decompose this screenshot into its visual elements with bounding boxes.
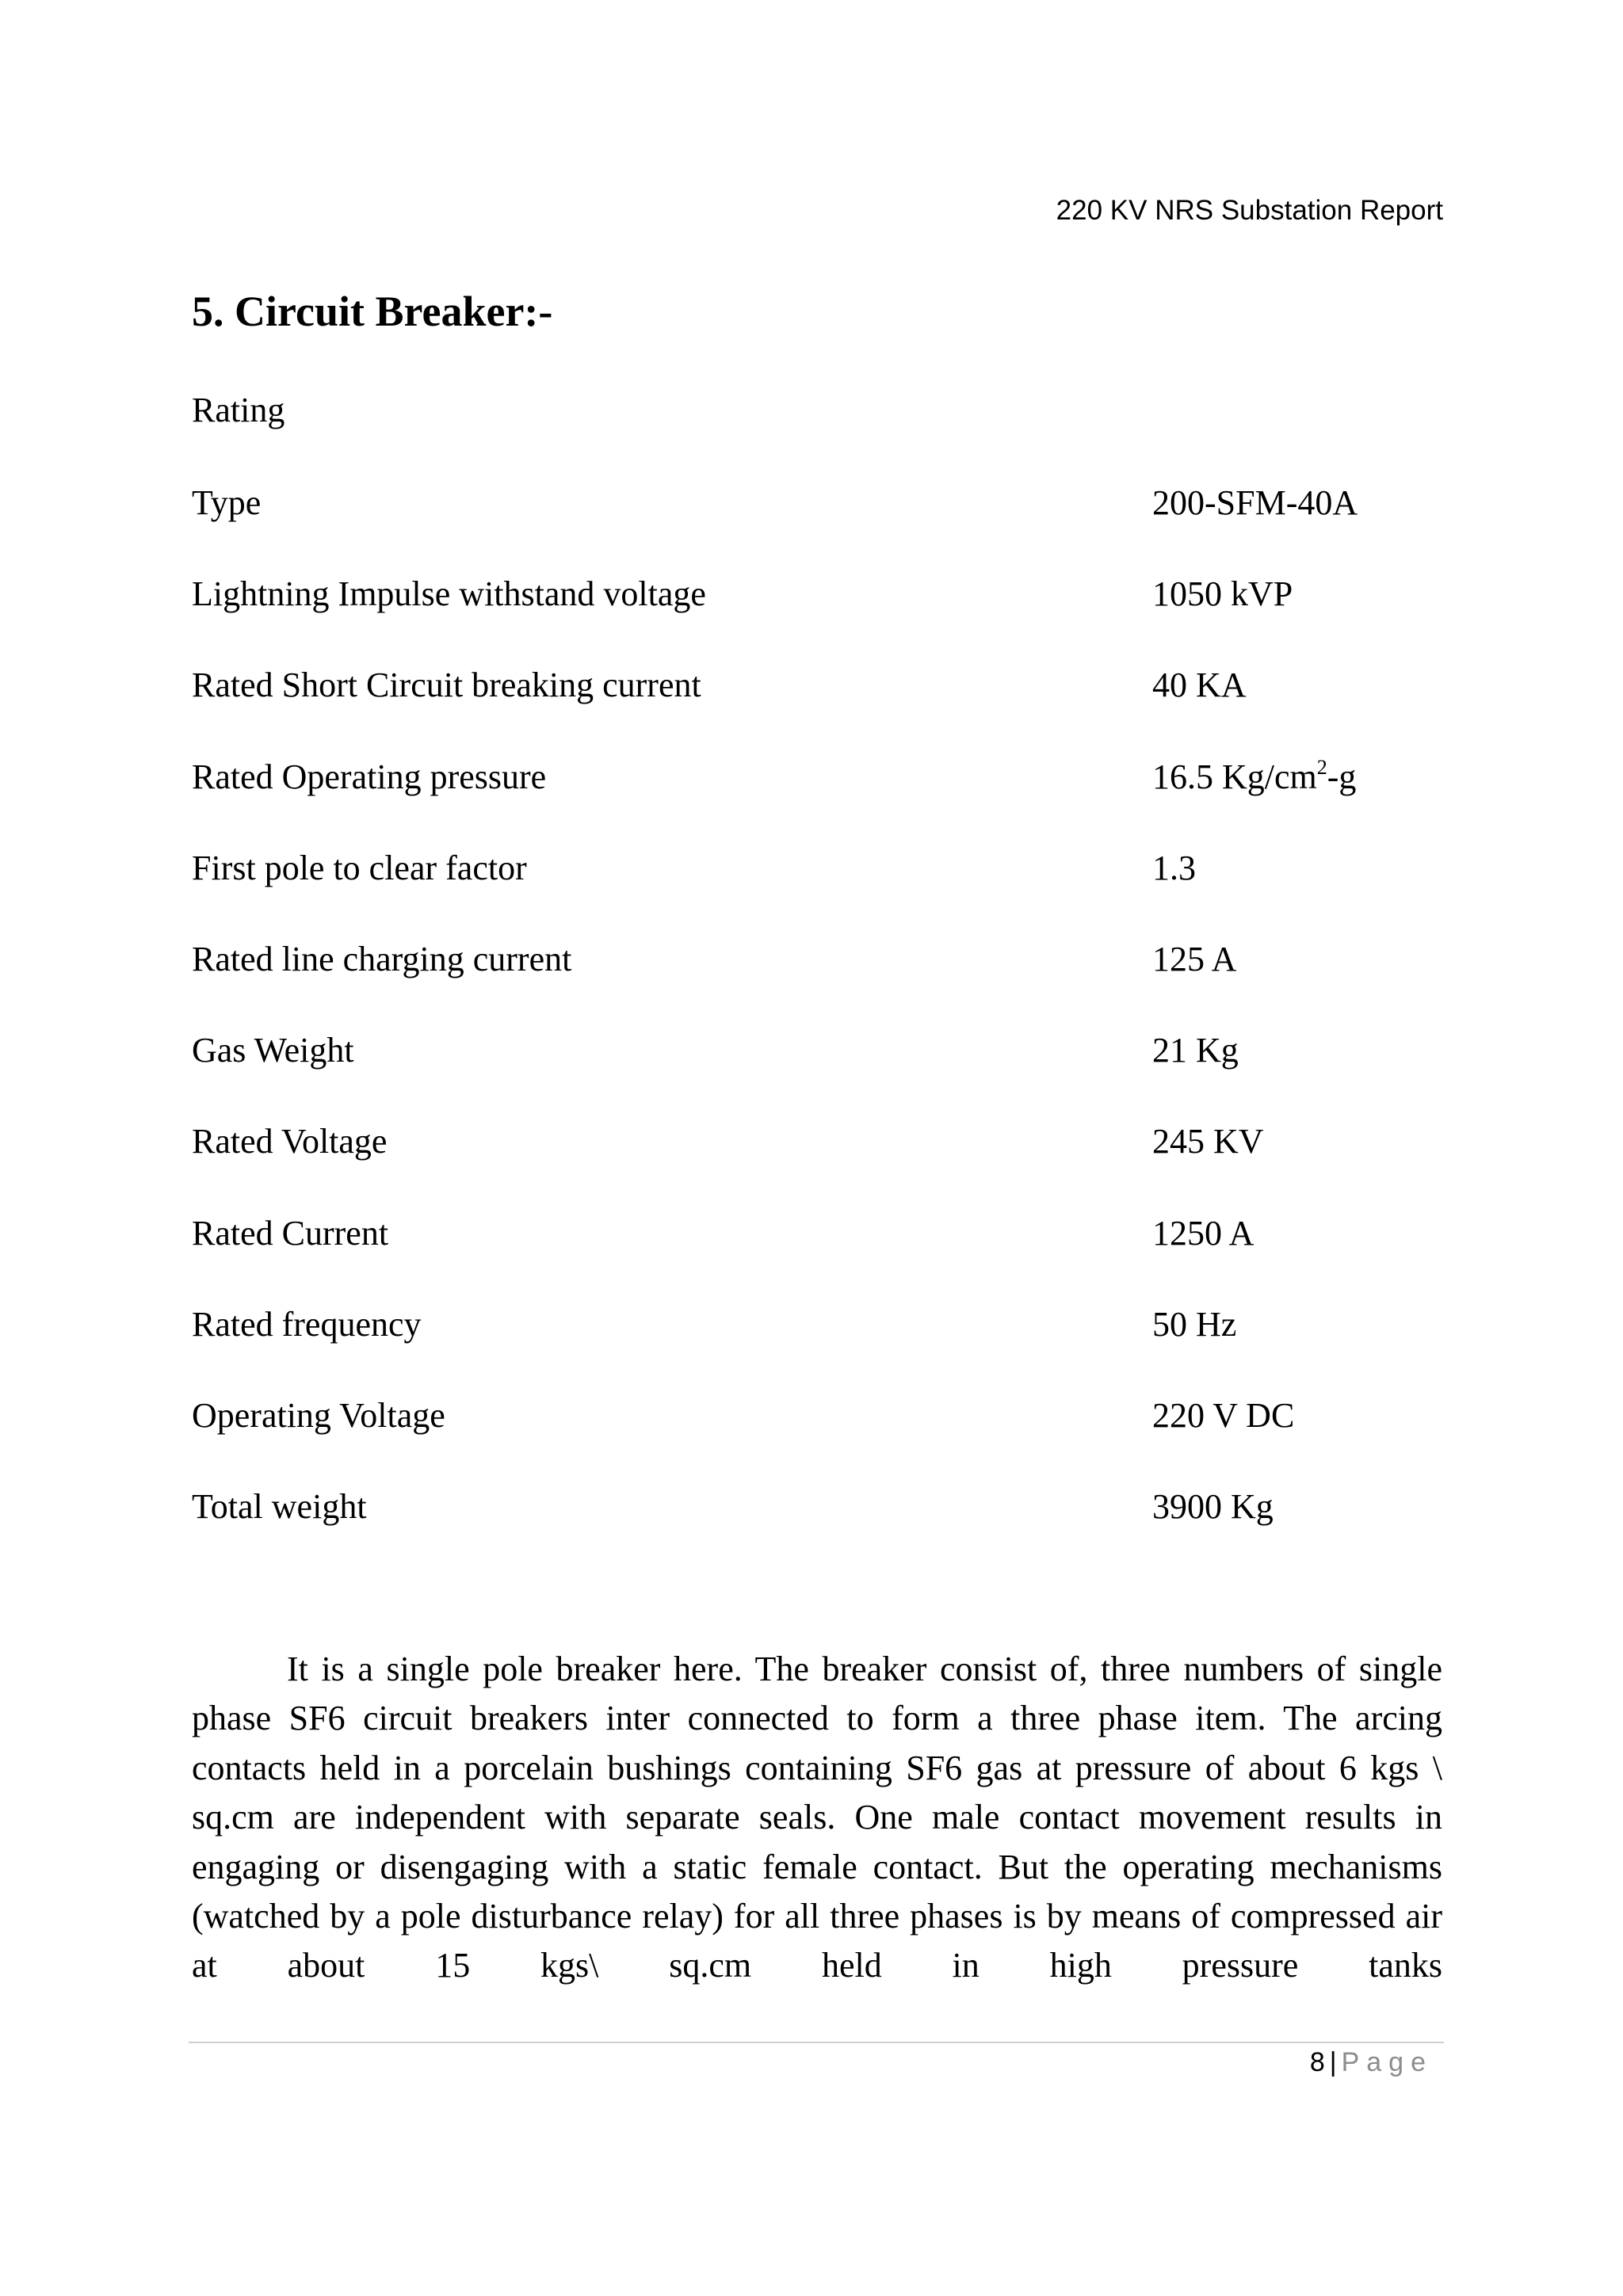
spec-label: Total weight bbox=[192, 1487, 367, 1527]
spec-row-rated-voltage bbox=[192, 1114, 1444, 1205]
spec-value: 1050 kVP bbox=[1152, 574, 1293, 614]
spec-row-gas-weight bbox=[192, 1023, 1444, 1114]
spec-table bbox=[192, 475, 1444, 1570]
spec-row-rated-frequency bbox=[192, 1297, 1444, 1388]
spec-row-line-charging-current bbox=[192, 932, 1444, 1023]
running-header: 220 KV NRS Substation Report bbox=[1056, 195, 1443, 226]
spec-label: Type bbox=[192, 483, 262, 522]
spec-value-superscript: 2 bbox=[1316, 755, 1327, 779]
rating-label: Rating bbox=[192, 391, 285, 429]
spec-value: 220 V DC bbox=[1152, 1395, 1295, 1435]
spec-value: 3900 Kg bbox=[1152, 1487, 1274, 1527]
spec-label: First pole to clear factor bbox=[192, 848, 527, 887]
spec-row-operating-pressure bbox=[192, 749, 1444, 841]
spec-value: 50 Hz bbox=[1152, 1304, 1237, 1344]
spec-value: 21 Kg bbox=[1152, 1031, 1239, 1070]
spec-value-pressure bbox=[1152, 749, 1356, 805]
footer-separator: | bbox=[1329, 2047, 1337, 2077]
spec-value: 1.3 bbox=[1152, 848, 1196, 887]
spec-label: Rated Short Circuit breaking current bbox=[192, 666, 701, 705]
page-number: 8 bbox=[1309, 2047, 1325, 2077]
spec-value: 1250 A bbox=[1152, 1213, 1254, 1253]
spec-label: Gas Weight bbox=[192, 1031, 354, 1070]
spec-row-first-pole-factor bbox=[192, 841, 1444, 932]
spec-value: 200-SFM-40A bbox=[1152, 483, 1358, 522]
section-title: 5. Circuit Breaker:- bbox=[192, 288, 553, 335]
spec-row-operating-voltage bbox=[192, 1388, 1444, 1479]
spec-value-suffix: -g bbox=[1327, 757, 1357, 796]
spec-row-rated-current bbox=[192, 1206, 1444, 1297]
footer-divider bbox=[189, 2042, 1444, 2043]
page-footer bbox=[1310, 2047, 1433, 2078]
spec-label: Rated Current bbox=[192, 1213, 389, 1253]
spec-value-main: 16.5 Kg/cm bbox=[1152, 757, 1317, 796]
spec-row-type bbox=[192, 475, 1444, 566]
spec-value: 125 A bbox=[1152, 939, 1237, 978]
spec-label: Lightning Impulse withstand voltage bbox=[192, 574, 706, 614]
spec-value: 40 KA bbox=[1152, 666, 1247, 705]
spec-label: Rated Operating pressure bbox=[192, 757, 547, 796]
spec-row-lightning-impulse bbox=[192, 566, 1444, 658]
spec-label: Rated line charging current bbox=[192, 939, 572, 978]
spec-row-total-weight bbox=[192, 1479, 1444, 1570]
page-word: Page bbox=[1341, 2047, 1433, 2077]
spec-label: Operating Voltage bbox=[192, 1395, 445, 1435]
spec-row-short-circuit-current bbox=[192, 658, 1444, 749]
body-paragraph: It is a single pole breaker here. The breaker consist of, three numbers of single phase SF6 circuit breakers inter connected to form a three phase item. The arcing contacts held in a porcelain bushings containing SF6 gas at pressure of about 6 kgs \ sq.cm are independent with separate seals. One male contact movement results in engaging or disengaging with a static female contact. But the operating mechanisms (watched by a pole disturbance relay) for all three phases is by means of compressed air at about 15 kgs\ sq.cm held in high pressure tanks bbox=[192, 1650, 1442, 1985]
spec-value: 245 KV bbox=[1152, 1122, 1264, 1161]
spec-label: Rated Voltage bbox=[192, 1122, 388, 1161]
spec-label: Rated frequency bbox=[192, 1304, 422, 1344]
